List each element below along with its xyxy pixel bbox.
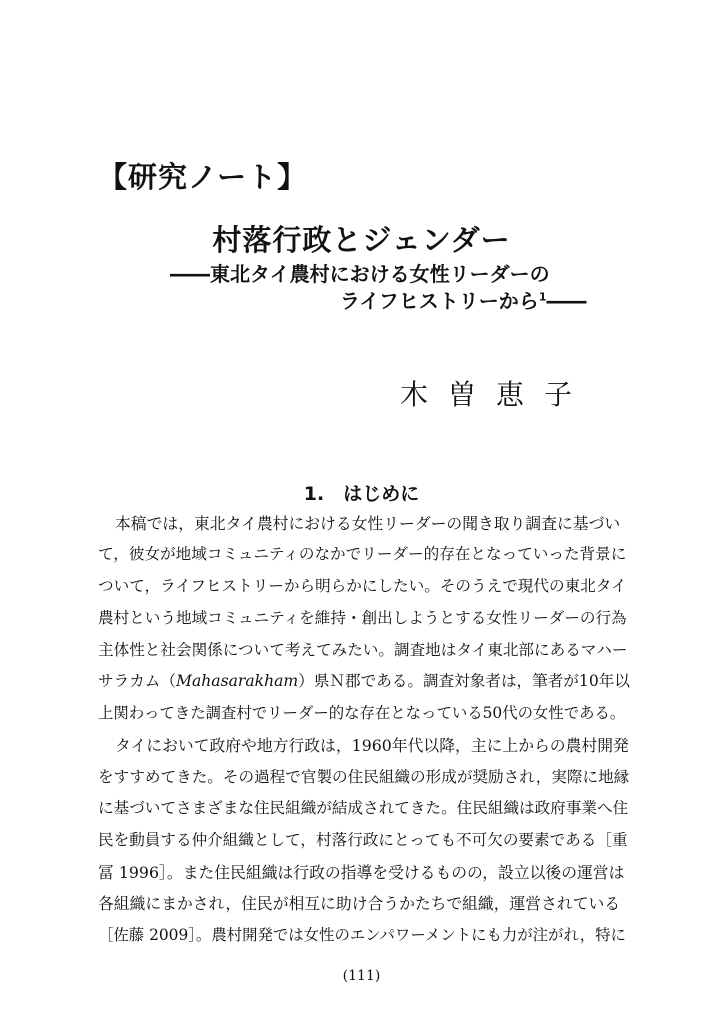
body-line: ついて，ライフヒストリーから明らかにしたい。そのうえで現代の東北タイ	[98, 577, 627, 595]
body-line: て，彼女が地域コミュニティのなかでリーダー的存在となっていった背景に	[98, 545, 627, 563]
subtitle-line2-text: ライフヒストリーから	[340, 289, 539, 313]
body-line: 冨 1996］。また住民組織は行政の指導を受けるものの，設立以後の運営は	[98, 863, 625, 882]
body-line: をすすめてきた。その過程で官製の住民組織の形成が奨励され，実際に地縁	[98, 768, 630, 786]
page-number: (111)	[342, 968, 381, 984]
section-heading: 1. はじめに	[303, 483, 420, 505]
body-line: 農村という地域コミュニティを維持・創出しようとする女性リーダーの行為	[98, 609, 627, 627]
body-line: 民を動員する仲介組織として，村落行政にとっても不可欠の要素である［重	[98, 831, 628, 849]
body-line: 上関わってきた調査村でリーダー的な存在となっている50代の女性である。	[98, 704, 626, 722]
paper-title: 村落行政とジェンダー	[212, 223, 511, 257]
body-line: に基づいてさまざまな住民組織が結成されてきた。住民組織は政府事業へ住	[98, 799, 629, 817]
body-line: 各組織にまかされ，住民が相互に助け合うかたちで組織，運営されている	[98, 894, 621, 913]
author-name: 木曽恵子	[399, 378, 592, 411]
paper-subtitle-line1: ――東北タイ農村における女性リーダーの	[170, 262, 550, 286]
body-line: 本稿では，東北タイ農村における女性リーダーの聞き取り調査に基づい	[115, 514, 621, 533]
subtitle-closing-dash: ――	[546, 289, 587, 313]
place-name-romanized: Mahasarakham	[175, 672, 299, 690]
footnote-marker: 1	[538, 290, 547, 304]
body-line: ［佐藤 2009］。農村開発では女性のエンパワーメントにも力が注がれ，特に	[98, 926, 626, 944]
section-label: 【研究ノート】	[98, 160, 308, 194]
body-line: タイにおいて政府や地方行政は，1960年代以降，主に上からの農村開発	[115, 736, 629, 755]
body-line: 主体性と社会関係について考えてみたい。調査地はタイ東北部にあるマハー	[98, 641, 628, 659]
paper-subtitle-line2	[340, 285, 586, 314]
body-line: サラカム（Mahasarakham）県Ｎ郡である。調査対象者は，筆者が10年以	[98, 672, 630, 690]
